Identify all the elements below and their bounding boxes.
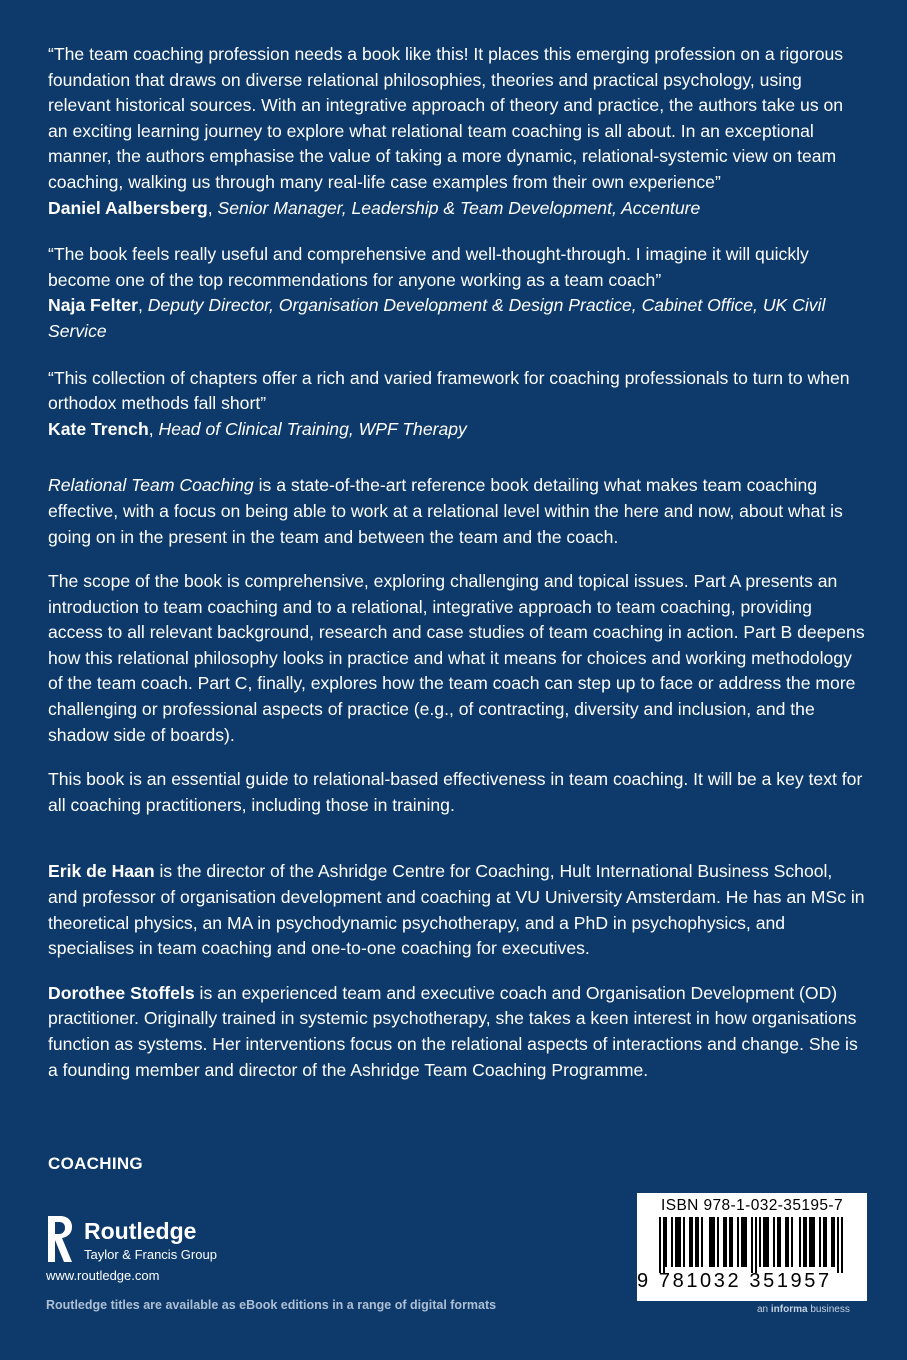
- barcode-bar: [723, 1217, 725, 1267]
- barcode-bar: [731, 1217, 733, 1267]
- isbn-label: ISBN 978-1-032-35195-7: [661, 1197, 843, 1214]
- barcode-bar: [811, 1217, 813, 1267]
- endorsement-attribution: Daniel Aalbersberg, Senior Manager, Leadership & Team Development, Accenture: [48, 197, 701, 218]
- barcode-bar: [841, 1217, 843, 1273]
- author-bio-text: is the director of the Ashridge Centre for Coaching, Hult International Business School, and professor of organisation development and coaching at VU University Amsterdam. He has an MSc in theoretical physics, an MA in psychodynamic psychotherapy, and a PhD in psychophysics, and specialises in team coaching and one-to-one coaching for executives.: [48, 861, 865, 959]
- description-intro-text: is a state-of-the-art reference book detailing what makes team coaching effective, with a focus on being able to work at a relational level within the here and now, about what is going on in the present in the team and between the team and the coach.: [48, 475, 843, 547]
- barcode-bar: [729, 1217, 731, 1267]
- informa-brand: informa: [770, 1304, 808, 1315]
- barcode-bar: [675, 1217, 677, 1267]
- barcode-bar: [701, 1217, 703, 1267]
- informa-tagline: an informa business: [757, 1304, 850, 1315]
- barcode-bar: [697, 1217, 699, 1267]
- author-name: Erik de Haan: [48, 861, 155, 882]
- barcode-bar: [665, 1217, 667, 1267]
- barcode-bar: [785, 1217, 787, 1267]
- description-essential: This book is an essential guide to relational-based effectiveness in team coaching. It will be a key text for all coaching practitioners, including those in training.: [48, 769, 863, 815]
- endorser-name: Naja Felter: [48, 295, 138, 316]
- endorser-role: Deputy Director, Organisation Development & Design Practice, Cabinet Office, UK Civil Service: [48, 295, 826, 341]
- barcode-bar: [819, 1217, 821, 1267]
- endorsement: [48, 242, 866, 344]
- barcode-bar: [787, 1217, 789, 1267]
- barcode-bar: [767, 1217, 769, 1267]
- barcode-bar: [689, 1217, 691, 1267]
- barcode-bar: [671, 1217, 673, 1267]
- barcode-bar: [677, 1217, 679, 1267]
- barcode-bar: [779, 1217, 781, 1267]
- barcode-bar: [831, 1217, 833, 1267]
- endorsement-attribution: Kate Trench, Head of Clinical Training, WPF Therapy: [48, 418, 467, 439]
- barcode-bar: [737, 1217, 739, 1267]
- endorser-name: Daniel Aalbersberg: [48, 197, 208, 218]
- endorser-name: Kate Trench: [48, 418, 149, 439]
- endorsement-quote: “The book feels really useful and comprehensive and well-thought-through. I imagine it will quickly become one of the top recommendations for anyone working as a team coach”: [48, 244, 809, 290]
- endorsement-quote: “The team coaching profession needs a book like this! It places this emerging profession on a rigorous foundation that draws on diverse relational philosophies, theories and practical psychology, using relevant historical sources. With an integrative approach of theory and practice, the authors take us on an exciting learning journey to explore what relational team coaching is all about. In an exceptional manner, the authors emphasise the value of taking a more dynamic, relational-systemic view on team coaching, walking us through many real-life case examples from their own experience”: [48, 44, 844, 192]
- barcode-bar: [717, 1217, 719, 1267]
- barcode-bar: [791, 1217, 793, 1267]
- barcode-bar: [741, 1217, 743, 1267]
- barcode-bar: [759, 1217, 761, 1267]
- endorsement: [48, 366, 866, 443]
- barcode-bar: [805, 1217, 807, 1267]
- barcode-bar: [813, 1217, 815, 1267]
- barcode-bar: [691, 1217, 693, 1267]
- book-title: Relational Team Coaching: [48, 475, 254, 496]
- endorser-role: Head of Clinical Training, WPF Therapy: [158, 418, 467, 439]
- barcode-bar: [711, 1217, 713, 1267]
- publisher-url: www.routledge.com: [46, 1268, 160, 1283]
- barcode-bar: [799, 1217, 801, 1267]
- routledge-logo-icon: [44, 1214, 74, 1264]
- barcode-bars: [637, 1217, 867, 1273]
- barcode-bar: [695, 1217, 697, 1267]
- back-cover-text: [48, 42, 866, 1102]
- publisher-name: Routledge: [84, 1218, 197, 1244]
- isbn-barcode: [637, 1193, 867, 1301]
- barcode-bar: [809, 1217, 811, 1267]
- description-scope: The scope of the book is comprehensive, exploring challenging and topical issues. Part A presents an introduction to team coaching and to a relational, integrative approach to team coaching, providing access to all relevant background, research and case studies of team coaching in action. Part B deepens how this relational philosophy looks in practice and what it means for choices and working methodology of the team coach. Part C, finally, explores how the team coach can step up to face or address the more challenging or professional aspects of practice (e.g., of contracting, diversity and inclusion, and the shadow side of boards).: [48, 571, 865, 745]
- barcode-bar: [825, 1217, 827, 1267]
- publisher-logo: [44, 1214, 304, 1284]
- description-intro: [48, 473, 866, 550]
- barcode-bar: [709, 1217, 711, 1267]
- author-name: Dorothee Stoffels: [48, 982, 195, 1003]
- barcode-bar: [663, 1217, 665, 1273]
- barcode-bar: [763, 1217, 765, 1267]
- subject-category: COACHING: [48, 1154, 143, 1173]
- barcode-bar: [679, 1217, 681, 1267]
- barcode-bar: [751, 1217, 753, 1273]
- endorsement-attribution: Naja Felter, Deputy Director, Organisation Development & Design Practice, Cabinet Office, UK Civil Service: [48, 295, 826, 341]
- publisher-group: Taylor & Francis Group: [84, 1247, 217, 1262]
- barcode-bar: [823, 1217, 825, 1267]
- barcode-bar: [743, 1217, 745, 1267]
- barcode-bar: [725, 1217, 727, 1267]
- barcode-bar: [765, 1217, 767, 1267]
- barcode-bar: [745, 1217, 747, 1267]
- barcode-bar: [803, 1217, 805, 1267]
- barcode-bar: [683, 1217, 685, 1267]
- endorsement-quote: “This collection of chapters offer a rich and varied framework for coaching professionals to turn to when orthodox methods fall short”: [48, 367, 850, 414]
- barcode-bar: [773, 1217, 775, 1267]
- author-bio-text: is an experienced team and executive coach and Organisation Development (OD) practitioner. Originally trained in systemic psychotherapy, she takes a keen interest in how organisations function as systems. Her interventions focus on the relational aspects of interactions and change. She is a founding member and director of the Ashridge Team Coaching Programme.: [48, 982, 858, 1080]
- endorser-role: Senior Manager, Leadership & Team Development, Accenture: [217, 197, 701, 218]
- author-bio: [48, 981, 866, 1083]
- barcode-bar: [837, 1217, 839, 1273]
- barcode-bar: [777, 1217, 779, 1267]
- author-bio: [48, 859, 866, 961]
- ebook-note: Routledge titles are available as eBook editions in a range of digital formats: [46, 1298, 497, 1312]
- barcode-bar: [659, 1217, 661, 1273]
- barcode-bar: [833, 1217, 835, 1267]
- barcode-bar: [713, 1217, 715, 1267]
- barcode-bar: [755, 1217, 757, 1273]
- endorsement: [48, 42, 866, 221]
- barcode-digits: 9 781032 351957: [637, 1270, 832, 1292]
